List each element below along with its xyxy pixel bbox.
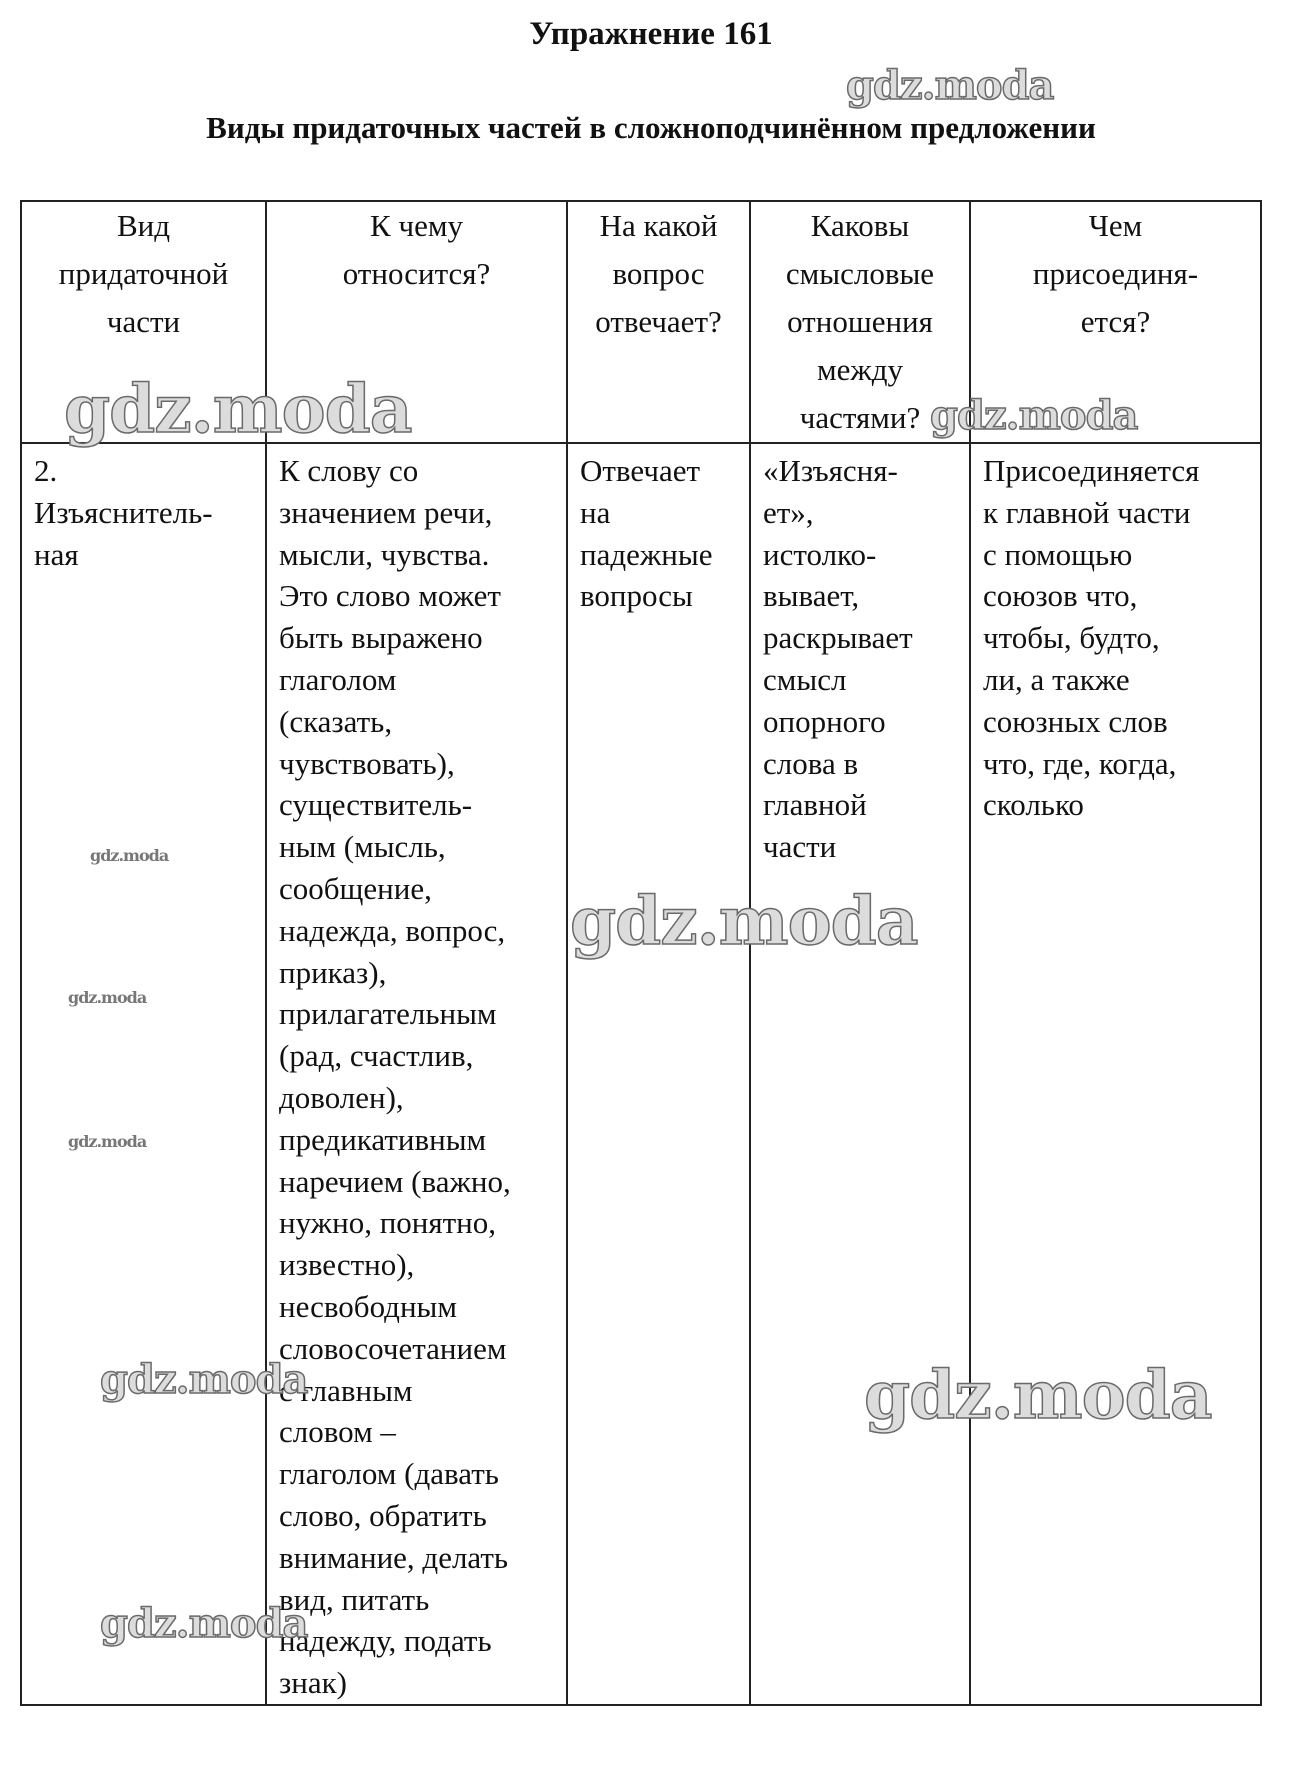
cell-relations: [750, 443, 970, 1705]
column-header-type-label: Вид придаточной части: [58, 208, 229, 339]
column-header-question: [567, 201, 750, 443]
subordinate-clauses-table: [20, 200, 1262, 1706]
watermark-logo: gdz.moda: [68, 988, 147, 1007]
watermark-logo: gdz.moda: [930, 392, 1138, 439]
table-row: [21, 443, 1261, 1705]
column-header-relates-to: [266, 201, 567, 443]
cell-attached-by-text: Присоединяется к главной части с помощью союзов что, чтобы, будто, ли, а также союзных слов что, где, когда, сколько: [983, 453, 1200, 823]
watermark-logo: gdz.moda: [846, 62, 1054, 109]
column-header-attached-by: [970, 201, 1261, 443]
column-header-relations-label: Каковы смысловые отношения между частями?: [785, 208, 935, 435]
cell-question: [567, 443, 750, 1705]
cell-attached-by: [970, 443, 1261, 1705]
watermark-logo: gdz.moda: [100, 1600, 308, 1647]
cell-type: [21, 443, 266, 1705]
cell-relations-text: «Изъясня- ет», истолко- вывает, раскрывает смысл опорного слова в главной части: [763, 453, 913, 865]
page-title: Упражнение 161: [529, 16, 773, 52]
cell-relates-to: [266, 443, 567, 1705]
watermark-logo: gdz.moda: [570, 882, 918, 960]
page-subtitle: Виды придаточных частей в сложноподчинённом предложении: [206, 110, 1096, 145]
column-header-relates-to-label: К чему относится?: [342, 208, 491, 291]
watermark-logo: gdz.moda: [90, 846, 169, 865]
watermark-logo: gdz.moda: [864, 1356, 1212, 1434]
cell-relates-to-text: К слову со значением речи, мысли, чувства. Это слово может быть выражено глаголом (сказать, чувствовать), существитель- ным (мысль, сообщение, надежда, вопрос, приказ), прилагательным (рад, счастлив, доволен), предикативным наречием (важно, нужно, понятно, известно), несвободным словосочетанием с главным словом – глаголом (давать слово, обратить внимание, делать вид, питать надежду, подать знак): [279, 453, 511, 1701]
table-header-row: [21, 201, 1261, 443]
watermark-logo: gdz.moda: [64, 370, 412, 448]
column-header-attached-by-label: Чем присоединя- ется?: [1032, 208, 1199, 339]
column-header-relations: [750, 201, 970, 443]
cell-question-text: Отвечает на падежные вопросы: [580, 453, 713, 614]
column-header-type: [21, 201, 266, 443]
watermark-logo: gdz.moda: [100, 1356, 308, 1403]
cell-type-text: 2. Изъяснитель- ная: [34, 453, 213, 572]
watermark-logo: gdz.moda: [68, 1132, 147, 1151]
column-header-question-label: На какой вопрос отвечает?: [595, 208, 722, 339]
